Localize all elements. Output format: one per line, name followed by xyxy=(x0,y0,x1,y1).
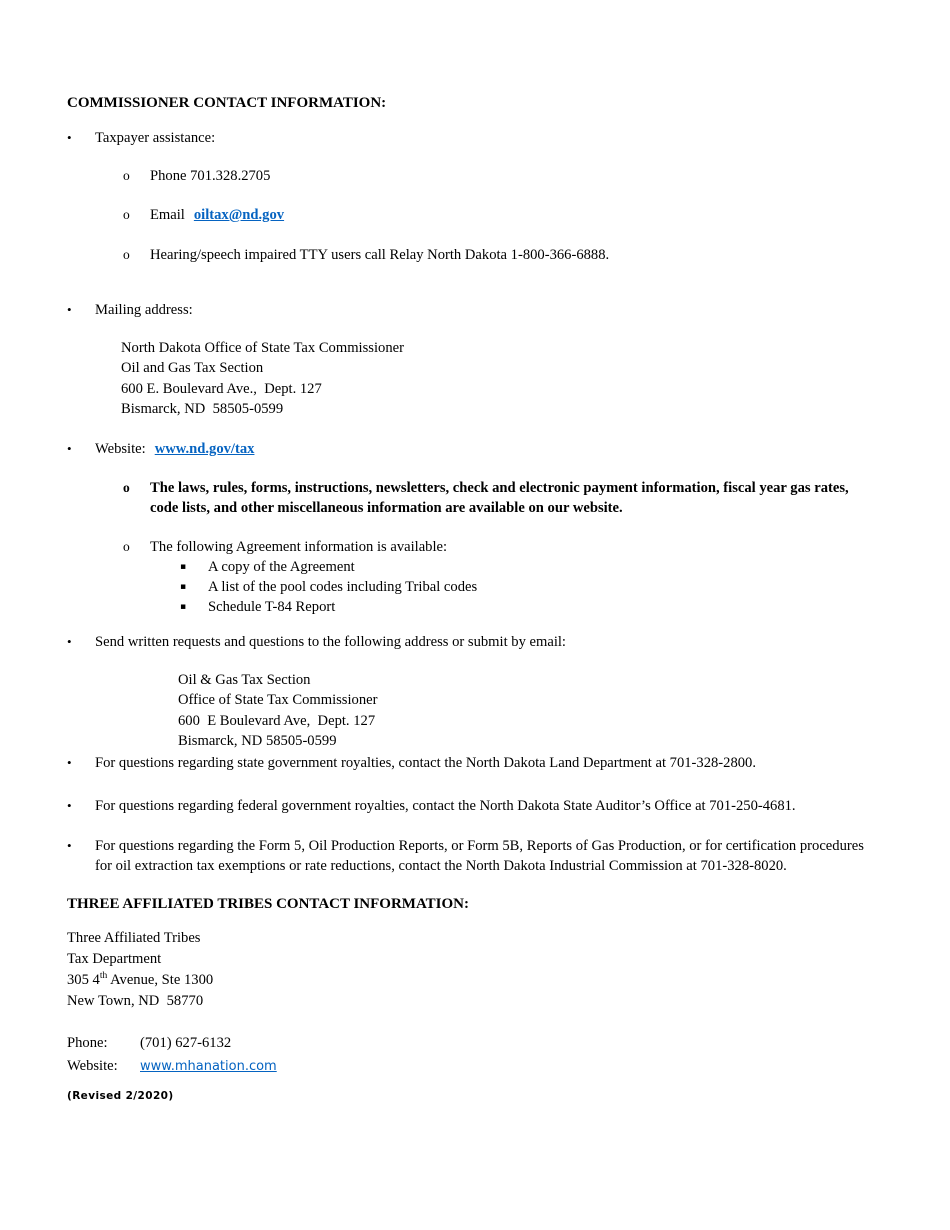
taxpayer-assistance-label: Taxpayer assistance: xyxy=(95,130,216,146)
tribes-heading: THREE AFFILIATED TRIBES CONTACT INFORMATION: xyxy=(67,896,470,913)
federal-royalties-text: For questions regarding federal government royalties, contact the North Dakota State Auditor’s Office at 701-250-4681. xyxy=(95,798,796,815)
written-requests-address-block xyxy=(178,670,868,751)
disc-bullet-icon: • xyxy=(67,634,72,650)
agreement-copy-item xyxy=(178,557,868,577)
circle-bullet-icon: o xyxy=(123,168,130,183)
tax-website-link[interactable]: www.nd.gov/tax xyxy=(154,441,255,458)
circle-bullet-icon: o xyxy=(123,480,130,496)
taxpayer-assistance-item xyxy=(67,128,868,148)
address-line: Office of State Tax Commissioner xyxy=(178,692,378,709)
state-royalties-item xyxy=(67,753,868,773)
tribes-name-line: Three Affiliated Tribes xyxy=(67,930,201,947)
agreement-info-item xyxy=(123,537,868,557)
pool-codes-item xyxy=(178,577,868,597)
ordinal-superscript: th xyxy=(99,971,108,982)
form5-item xyxy=(67,836,868,876)
written-requests-label: Send written requests and questions to the following address or submit by email: xyxy=(95,634,566,651)
mailing-address-item xyxy=(67,300,868,320)
disc-bullet-icon: • xyxy=(67,130,72,145)
revision-note: (Revised 2/2020) xyxy=(67,1090,174,1103)
address-line: Oil & Gas Tax Section xyxy=(178,672,311,689)
website-label: Website: xyxy=(95,441,146,458)
website-info-note: The laws, rules, forms, instructions, newsletters, check and electronic payment information, fiscal year gas rates, code lists, and other miscellaneous information are available on our website. xyxy=(150,480,853,517)
tty-item xyxy=(123,245,868,265)
disc-bullet-icon: • xyxy=(67,441,72,457)
website-item xyxy=(67,439,868,459)
email-line xyxy=(150,205,284,225)
phone-text: Phone 701.328.2705 xyxy=(150,168,271,184)
tribes-phone-row xyxy=(67,1033,868,1054)
tribes-address-block xyxy=(67,928,868,1012)
square-bullet-icon: ▪ xyxy=(180,602,187,613)
address-line: Bismarck, ND 58505-0599 xyxy=(178,733,337,750)
mhanation-website-link[interactable]: www.mhanation.com xyxy=(140,1059,277,1075)
mailing-address-label: Mailing address: xyxy=(95,302,193,318)
commissioner-heading: COMMISSIONER CONTACT INFORMATION: xyxy=(67,95,387,111)
state-royalties-text: For questions regarding state government royalties, contact the North Dakota Land Department at 701-328-2800. xyxy=(95,755,756,772)
email-link[interactable]: oiltax@nd.gov xyxy=(193,207,285,223)
email-label: Email xyxy=(150,207,185,223)
address-line: Bismarck, ND 58505-0599 xyxy=(121,400,284,417)
circle-bullet-icon: o xyxy=(123,247,130,262)
schedule-t84-item xyxy=(178,597,868,617)
mailing-address-block xyxy=(121,338,868,419)
address-line: Oil and Gas Tax Section xyxy=(121,360,264,377)
tribes-website-label: Website: xyxy=(67,1058,118,1075)
square-bullet-icon: ▪ xyxy=(180,562,187,573)
pool-codes-text: A list of the pool codes including Tribal codes xyxy=(208,579,478,596)
disc-bullet-icon: • xyxy=(67,798,72,814)
agreement-copy-text: A copy of the Agreement xyxy=(208,559,355,576)
tty-text: Hearing/speech impaired TTY users call Relay North Dakota 1-800-366-6888. xyxy=(150,247,610,263)
form5-text: For questions regarding the Form 5, Oil Production Reports, or Form 5B, Reports of Gas Production, or for certification procedures for oil extraction tax exemptions or rate reductions, contact the North Dakota Industrial Commission at 701-328-8020. xyxy=(95,838,868,875)
tribes-website-row xyxy=(67,1056,868,1077)
tribes-phone-label: Phone: xyxy=(67,1035,108,1052)
address-line: 600 E Boulevard Ave, Dept. 127 xyxy=(178,712,376,729)
tribes-phone-value: (701) 627-6132 xyxy=(140,1035,232,1052)
website-line xyxy=(95,439,254,459)
square-bullet-icon: ▪ xyxy=(180,582,187,593)
disc-bullet-icon: • xyxy=(67,838,72,854)
tribes-city-line: New Town, ND 58770 xyxy=(67,993,204,1010)
disc-bullet-icon: • xyxy=(67,302,72,317)
address-line: North Dakota Office of State Tax Commissioner xyxy=(121,340,404,356)
federal-royalties-item xyxy=(67,796,868,816)
disc-bullet-icon: • xyxy=(67,755,72,771)
tribes-dept-line: Tax Department xyxy=(67,951,162,968)
website-info-note-item xyxy=(123,478,868,518)
tribes-street-line: 305 4th Avenue, Ste 1300 xyxy=(67,971,214,989)
written-requests-item xyxy=(67,632,868,652)
circle-bullet-icon: o xyxy=(123,207,130,222)
address-line: 600 E. Boulevard Ave., Dept. 127 xyxy=(121,380,322,397)
schedule-t84-text: Schedule T-84 Report xyxy=(208,599,336,616)
email-item xyxy=(123,205,868,225)
phone-item xyxy=(123,166,868,186)
agreement-info-label: The following Agreement information is available: xyxy=(150,539,448,556)
circle-bullet-icon: o xyxy=(123,539,130,555)
